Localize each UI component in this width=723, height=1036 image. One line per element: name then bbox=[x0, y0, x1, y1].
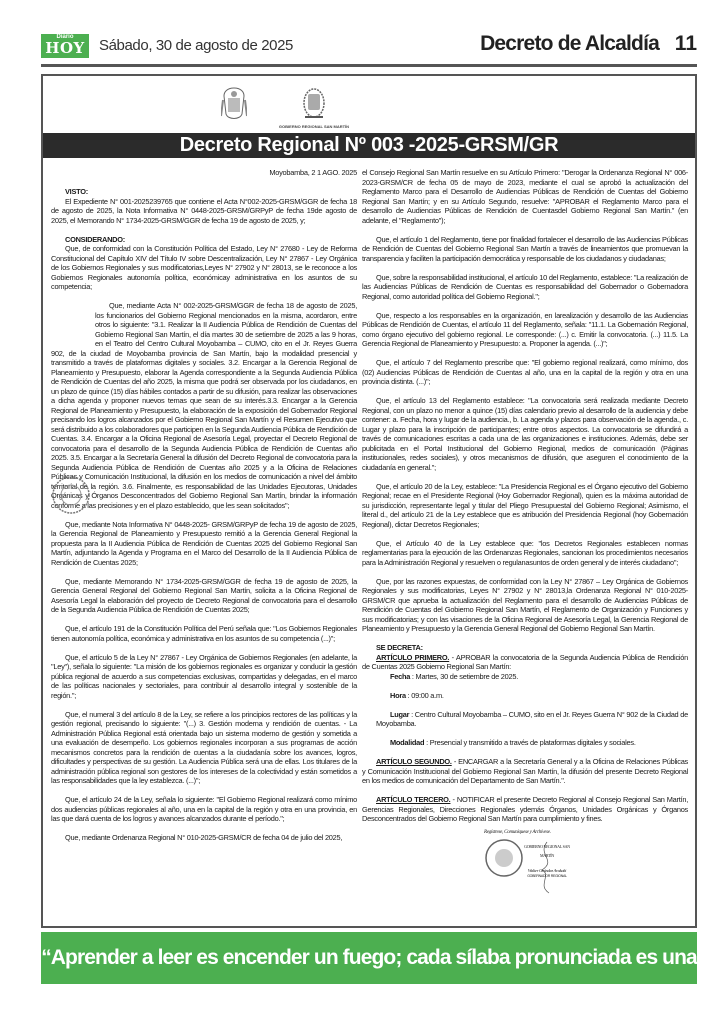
paragraph: Que, el artículo 7 del Reglamento prescribe que: "El gobierno regional realizará, como mínimo, dos (02) Audiencias Públicas de Rendición de Cuentas al año, una en la capital de la región y otra en una provincia distinta. (...)"; bbox=[362, 358, 688, 386]
quote-banner: “Aprender a leer es encender un fuego; cada sílaba pronunciada es una chispa”. bbox=[41, 932, 697, 984]
peru-coat-of-arms-icon bbox=[221, 86, 247, 126]
paragraph: Que, de conformidad con la Constitución Política del Estado, Ley N° 27680 - Ley de Reforma Constitucional del Capítulo XIV del Título IV sobre Descentralización, Ley N° 27867 - Ley Orgánica de los Gobiernos Regionales y sus modificatorias,Leyes N° 27902 y N° 28013, se le reconoce a los Gobiernos Regionales autonomía política, económicay administrativa en los asuntos de su competencia; bbox=[51, 244, 357, 291]
paragraph: Que, el artículo 1 del Reglamento, tiene por finalidad fortalecer el desarrollo de las Audiencias Públicas de Rendición de Cuentas del Gobierno Regional San Martín a través de lineamientos que promuevan la transparencia y faciliten la participación democrática y responsable de los ciudadanos y ciudadanas; bbox=[362, 234, 688, 263]
logo-main-text: HOY bbox=[45, 39, 85, 57]
considerando-label: CONSIDERANDO: bbox=[65, 234, 125, 244]
article-third bbox=[362, 795, 688, 824]
paragraph: Que, mediante Nota Informativa N° 0448-2025- GRSM/GRPyP de fecha 19 de agosto de 2025, la Gerencia Regional de Planeamiento y Presupuesto remitió a la Gerencia General Regional la propuesta para la II Audiencia Pública de Rendición de Cuentas 2025 del Gobierno Regional San Martín, adjuntando la Agenda y Programa en el Marco del Desarrollo de la II Audiencia Pública de Rendición de Cuentas 2025; bbox=[51, 519, 357, 567]
signature-office: GOBIERNO REGIONAL SAN MARTÍN bbox=[524, 843, 570, 858]
paragraph: Que, mediante Acta N° 002-2025-GRSM/GGR de fecha 18 de agosto de 2025, los funcionarios del Gobierno Regional mencionados en la misma, acordaron, entre otros lo siguiente: "3.1. Realizar la II Audiencia Pública de Rendición de Cuentas del Gobierno Regional San Martín, el día martes 30 de setiembre de 2025 a las 9 horas, en el Teatro del Centro Cultural Moyobamba – CUMO, cito en el Jr. Reyes Guerra 902, de la ciudad de Moyobamba provincia de San Martín, bajo la modalidad presencial y transmitido a través de plataformas digitales y sociales. 3.2. Encargar a la Gerencia Regional de Planeamiento y Presupuesto, elaborar la Agenda correspondiente a la Segunda Audiencia Pública de Rendición de Cuentas del año 2025, la misma que podrá ser observada por los ciudadanos, en un plazo de quince (15) días hábiles contados a partir de su difusión, para realizar las observaciones a dicha agenda y proponer nuevos temas que sean de su interés.3.3. Encargar a la Gerencia Regional de Planeamiento y Presupuesto, la elaboración de la exposición del Gobernador Regional precisando los logros alcanzados por el Gobierno Regional San Martín y el Resumen Ejecutivo que será distribuido a los colaboradores que participen en la Segunda Audiencia Pública de Rendición de Cuentas. 3.4. Encargar a la Oficina Regional de Asesoría Legal, proyectar el Decreto Regional de convocatoria para el desarrollo de la Segunda Audiencia Pública de Rendición de Cuentas año 2025. 3.5. Encargar a la Secretaría General la difusión del Decreto Regional de convocatoria para la Segunda Audiencia Pública de Rendición de Cuentas año 2025 y a la Oficina de Relaciones Públicas y Comunicación Institucional, la difusión en los medios de comunicación a nivel del ámbito territorial de la región. 3.6. Finalmente, es responsabilidad de las Unidades Ejecutoras, Unidades Orgánicas y Órganos Desconcentrados del Gobierno Regional San Martín, brindar la información conforme a las precisiones y en el plazo establecido, que les sean solicitados"; bbox=[51, 301, 357, 510]
article-third-label: ARTÍCULO TERCERO. bbox=[376, 795, 451, 804]
paragraph: Que, el artículo 24 de la Ley, señala lo siguiente: "El Gobierno Regional realizará como mínimo dos audiencias públicas regionales al año, una en la capital de la región y otra en una provincia, en las que dará cuenta de los logros y avances alcanzados durante el período."; bbox=[51, 795, 357, 823]
decree-title: Decreto Regional Nº 003 -2025-GRSM/GR bbox=[43, 133, 695, 158]
signatory-role: GOBERNADOR REGIONAL bbox=[527, 873, 567, 878]
paragraph: Que, el numeral 3 del artículo 8 de la Ley, se refiere a los principios rectores de las políticas y la gestión regional, precisando lo siguiente: "(...) 3. Gestión moderna y rendición de cuentas. - La Administración Pública Regional está orientada bajo un sistema moderno de gestión y sometida a una evaluación de desempeño. Los gobiernos regionales incorporan a sus programas de acción mecanismos concretos para la rendición de cuentas a la ciudadanía sobre los avances, logros, dificultades y perspectivas de su gestión. La Audiencia Pública será una de ellas. Los titulares de la administración pública regional son gestores de los intereses de la colectividad y están sometidos a las responsabilidades que la ley establezca. (...)"; bbox=[51, 709, 357, 785]
logo-top-text: Diario bbox=[56, 34, 74, 40]
detail-lugar bbox=[362, 710, 688, 729]
paragraph: Que, el artículo 13 del Reglamento establece: "La convocatoria será realizada mediante Decreto Regional, con un plazo no menor a quince (15) días calendario previo al desarrollo de la audiencia y debe contener: a. Fecha, hora y lugar de la audiencia., b. La agenda y plazos para observación de la agenda., c. Lugar y plazo para la inscripción de participantes; entre otros aspectos. La convocatoria se difundirá a través de comunicaciones escritas a cada una de las organizaciones e instituciones. Además, debe ser publicitada en el Portal Institucional del Gobierno Regional, medios de comunicación (Páginas institucionales, redes sociales), y otros mecanismos de difusión, que aseguren el conocimiento de la ciudadanía en general."; bbox=[362, 396, 688, 472]
detail-value: : Centro Cultural Moyobamba – CUMO, sito en el Jr. Reyes Guerra N° 902 de la Ciudad de Moyobamba. bbox=[376, 709, 688, 728]
visto-label: VISTO: bbox=[65, 187, 89, 196]
article-third-text: - NOTIFICAR el presente Decreto Regional al Consejo Regional San Martín, Gerencias Regionales, Direcciones Regionales ydemás Órganos, Unidades Orgánicas y Órganos Desconcentrados del Gobierno Regional San Martín para cumplimiento y fines. bbox=[362, 795, 688, 823]
detail-fecha bbox=[362, 672, 688, 682]
right-column bbox=[362, 168, 688, 898]
article-first bbox=[362, 653, 688, 672]
detail-modalidad bbox=[362, 738, 688, 748]
place-date: Moyobamba, 2 1 AGO. 2025 bbox=[269, 168, 357, 177]
emblem-label: GOBIERNO REGIONAL SAN MARTÍN bbox=[278, 124, 350, 129]
diario-hoy-logo bbox=[41, 34, 89, 58]
paragraph: Que, mediante Ordenanza Regional N° 010-2025-GRSM/CR de fecha 04 de julio del 2025, bbox=[65, 833, 343, 842]
signature-block bbox=[362, 828, 688, 898]
article-first-label: ARTÍCULO PRIMERO. bbox=[376, 652, 450, 662]
masthead bbox=[41, 32, 697, 60]
paragraph: el Consejo Regional San Martín resuelve en su Artículo Primero: "Derogar la Ordenanza Regional N° 006-2023-GRSM/CR de fecha 05 de mayo de 2023, mediante el cual se aprobó la actualización del Reglamento Marco para el Desarrollo de Audiencias Públicas de Rendición de Cuentas del Gobierno Regional San Martín; y en su Artículo Segundo, resuelve: "APROBAR el Reglamento Marco para el desarrollo de Audiencias Públicas de Rendición de Cuentasdel Gobierno Regional San Martín." (en adelante, el "Reglamento"); bbox=[362, 168, 688, 225]
left-column bbox=[51, 168, 357, 852]
paragraph: Que, el artículo 20 de la Ley, establece: "La Presidencia Regional es el Órgano ejecutivo del Gobierno Regional; recae en el Presidente Regional (Hoy Gobernador Regional), quien es la máxima autoridad de su jurisdicción, representante legal y titular del Pliego Presupuestal del Gobierno Regional; Asimismo, el literal d., del artículo 21 de la Ley establece que es atribución del Presidencia Regional (hoy Gobernación Regional), dictar Decretos Regionales; bbox=[362, 481, 688, 529]
article-first-text: - APROBAR la convocatoria de la Segunda Audiencia Pública de Rendición de Cuentas 2025 Gobierno Regional San Martín: bbox=[362, 652, 688, 671]
gobierno-regional-emblem-icon bbox=[301, 86, 327, 122]
decree-notice bbox=[41, 74, 697, 928]
paragraph: Que, por las razones expuestas, de conformidad con la Ley N° 27867 – Ley Orgánica de Gobiernos Regionales y sus modificatorias, Leyes N° 27902 y N° 28013,la Ordenanza Regional N° 010-2025-GRSM/CR que aprueba la actualización del Reglamento para el desarrollo de Audiencias Públicas de Rendición de Cuentas del Gobierno Regional San Martín, el Reglamento de Organización y Funciones y sus modificatorias; y con las visaciones de la Oficina Regional de Asesoría Legal, la Gerencia Regional de Planeamiento y Presupuesto y la Gerencia General Regional del Gobierno Regional San Martín. bbox=[362, 576, 688, 633]
detail-value: : 09:00 a.m. bbox=[405, 690, 444, 700]
detail-label: Fecha bbox=[390, 671, 411, 681]
article-second-label: ARTÍCULO SEGUNDO. bbox=[376, 757, 452, 766]
detail-hora bbox=[362, 691, 688, 701]
paragraph: Que, el artículo 5 de la Ley N° 27867 - Ley Orgánica de Gobiernos Regionales (en adelante, la "Ley"), señala lo siguiente: "La misión de los gobiernos regionales es organizar y conducir la gestión pública regional de acuerdo a sus competencias exclusivas, compartidas y delegadas, en el marco de las políticas nacionales y sectoriales, para contribuir al desarrollo integral y sostenible de la región."; bbox=[51, 652, 357, 700]
paragraph: Que, el Artículo 40 de la Ley establece que: "los Decretos Regionales establecen normas reglamentarias para la ejecución de las Ordenanzas Regionales, sancionan los procedimientos necesarios para la Administración Regional y resuelven o regulanasuntos de orden general y de interés ciudadano"; bbox=[362, 538, 688, 567]
paragraph: Que, sobre la responsabilidad institucional, el artículo 10 del Reglamento, establece: "La realización de las Audiencias Públicas de Rendición de Cuentas es responsabilidad del Gobernador o Gobernadora Regional, como autoridad política del Gobierno Regional."; bbox=[362, 272, 688, 301]
page-number: 11 bbox=[674, 32, 697, 55]
article-second bbox=[362, 757, 688, 786]
paragraph: Que, el artículo 191 de la Constitución Política del Perú señala que: "Los Gobiernos Regionales tienen autonomía política, económica y administrativa en los asuntos de su competencia (...)"; bbox=[51, 624, 357, 643]
paragraph: Que, respecto a los responsables en la organización, en larealización y desarrollo de las Audiencias Públicas de Rendición de Cuentas, el artículo 11 del Reglamento, señala: "11.1. La Gobernación Regional, como órgano ejecutivo del gobierno regional. Le corresponde: (...) c. Emitir la convocatoria. (...) 11.5. La Gerencia Regional de Planeamiento y Presupuesto: a. Proponer la agenda. (...)"; bbox=[362, 310, 688, 348]
paragraph: Que, mediante Memorando N° 1734-2025-GRSM/GGR de fecha 19 de agosto de 2025, la Gerencia General Regional del Gobierno Regional San Martín, solicita a la Oficina Regional de Asesoría Legal la elaboración del proyecto de Decreto Regional de convocatoria para el desarrollo de la Segunda Audiencia Pública de Rendición de Cuentas 2025; bbox=[51, 576, 357, 614]
header-rule bbox=[41, 64, 697, 67]
visto-text: El Expediente N° 001-2025239765 que contiene el Acta N°002-2025-GRSM/GGR de fecha 18 de agosto de 2025, la Nota Informativa N° 0448-2025-GRSM/GRPyP de fecha 19de agosto de 2025, el Memorando N° 1734-2025-GRSM/GGR de fecha 19 de agosto de 2025, y; bbox=[51, 196, 357, 225]
section-title: Decreto de Alcaldía bbox=[480, 32, 659, 55]
official-seal-icon bbox=[484, 838, 524, 878]
detail-label: Modalidad bbox=[390, 738, 425, 747]
se-decreta-label: SE DECRETA: bbox=[376, 643, 423, 652]
signature-closing: Regístrese, Comuníquese y Archívese. bbox=[484, 829, 551, 835]
signatory-name: Walter Grández Arakaki bbox=[527, 867, 567, 873]
detail-value: : Presencial y transmitido a través de plataformas digitales y sociales. bbox=[424, 738, 636, 747]
issue-date: Sábado, 30 de agosto de 2025 bbox=[99, 37, 293, 54]
detail-label: Lugar bbox=[390, 709, 410, 719]
official-seal-icon bbox=[51, 475, 91, 515]
detail-label: Hora bbox=[390, 690, 406, 700]
detail-value: : Martes, 30 de setiembre de 2025. bbox=[410, 671, 519, 681]
article-second-text: - ENCARGAR a la Secretaría General y a la Oficina de Relaciones Públicas y Comunicación Institucional del Gobierno Regional San Martín, la difusión del presente Decreto Regional en los medios de comunicación del Departamento de San Martín.". bbox=[362, 757, 689, 785]
